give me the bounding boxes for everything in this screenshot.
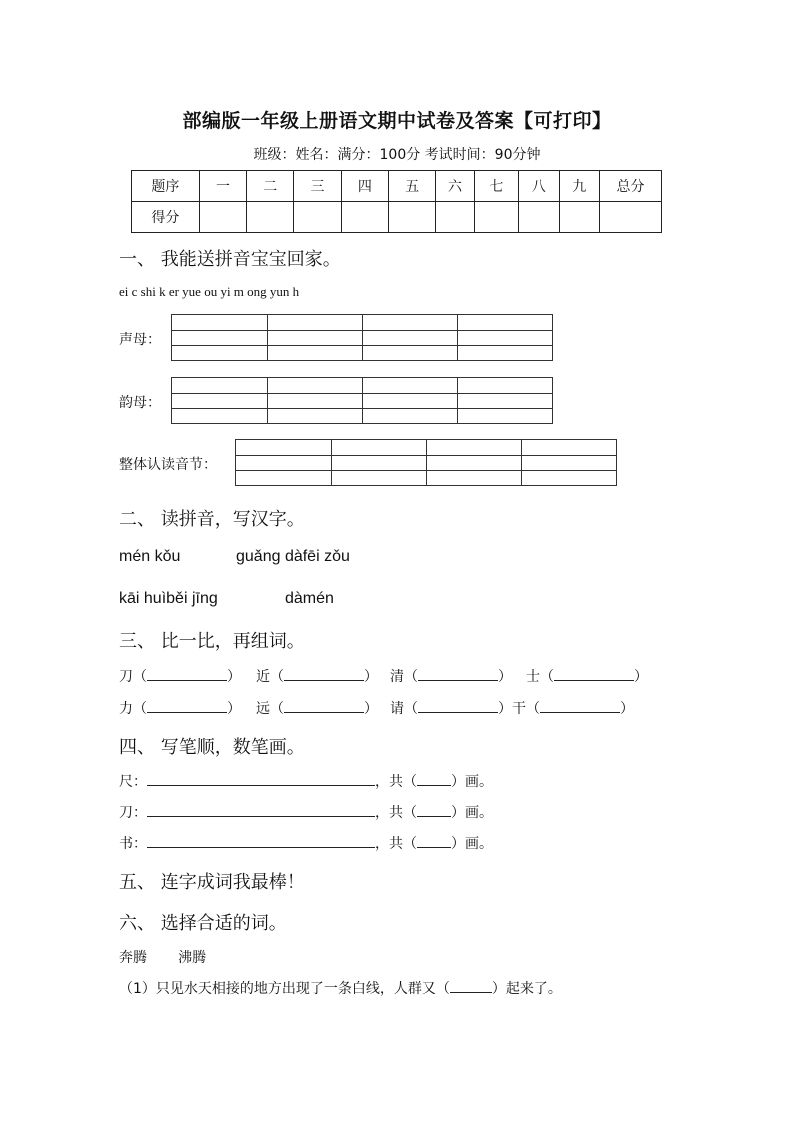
word-group-row [390,666,512,686]
stroke-order-row [119,771,493,791]
word-options: 奔腾 沸腾 [119,950,207,966]
score-input-cell[interactable] [436,202,474,233]
stroke-order-blank[interactable] [147,802,375,817]
score-header-cell: 二 [247,171,294,202]
answer-blank[interactable] [284,698,364,713]
score-header-cell: 总分 [599,171,661,202]
stroke-order-blank[interactable] [147,833,375,848]
answer-blank[interactable] [284,666,364,681]
score-input-cell[interactable] [341,202,388,233]
word-char: 刀（ [119,669,147,685]
word-group-row [119,698,241,718]
zhengti-writing-grid[interactable] [235,439,617,486]
word-close: ） [364,701,378,717]
yunmu-writing-grid[interactable] [171,377,553,424]
word-close: ） [498,669,512,685]
score-header-cell: 一 [199,171,246,202]
section-3-heading: 三、 比一比，再组词。 [119,631,305,652]
question-1 [119,978,562,998]
section-1-heading: 一、 我能送拼音宝宝回家。 [119,249,341,270]
section-4-heading: 四、 写笔顺，数笔画。 [119,737,305,758]
question-1-text: （1）只见水天相接的地方出现了一条白线，人群又（ [119,981,450,997]
score-input-cell[interactable] [474,202,518,233]
answer-blank[interactable] [147,666,227,681]
word-char: 近（ [256,669,284,685]
score-input-cell[interactable] [199,202,246,233]
score-input-cell[interactable] [388,202,435,233]
word-char: 请（ [390,701,418,717]
stroke-count-prefix: ，共（ [375,774,417,790]
score-input-cell[interactable] [519,202,559,233]
stroke-order-blank[interactable] [147,771,375,786]
stroke-order-row [119,833,493,853]
word-char: 远（ [256,701,284,717]
word-char: 士（ [526,669,554,685]
answer-blank[interactable] [147,698,227,713]
stroke-count-suffix: ）画。 [451,836,493,852]
word-char: 清（ [390,669,418,685]
stroke-count-blank[interactable] [417,833,451,848]
stroke-count-suffix: ）画。 [451,805,493,821]
stroke-char: 尺： [119,774,147,790]
stroke-count-prefix: ，共（ [375,805,417,821]
score-header-cell: 七 [474,171,518,202]
pinyin-item: kāi huìběi jīng [119,590,218,607]
answer-blank[interactable] [554,666,634,681]
stroke-char: 书： [119,836,147,852]
answer-blank[interactable] [418,666,498,681]
score-header-cell: 八 [519,171,559,202]
syllable-list: ei c shi k er yue ou yi m ong yun h [119,284,300,299]
word-group-row [512,698,634,718]
word-group-row [256,698,378,718]
word-close: ） [227,701,241,717]
zhengti-label: 整体认读音节： [119,457,217,473]
pinyin-item: guǎng dàfēi zǒu [236,548,350,565]
stroke-order-row [119,802,493,822]
score-row-label: 得分 [132,202,200,233]
exam-info: 班级：姓名：满分：100分 考试时间：90分钟 [253,147,541,163]
stroke-count-prefix: ，共（ [375,836,417,852]
shengmu-label: 声母： [119,332,161,348]
section-5-heading: 五、 连字成词我最棒！ [119,872,305,893]
score-header-cell: 九 [559,171,599,202]
stroke-count-blank[interactable] [417,771,451,786]
word-char: 干（ [512,701,540,717]
word-close: ） [498,701,512,717]
answer-blank[interactable] [540,698,620,713]
score-input-cell[interactable] [294,202,341,233]
score-table-header-row [132,171,662,202]
word-char: 力（ [119,701,147,717]
pinyin-item: dàmén [285,590,334,607]
word-group-row [390,698,512,718]
word-close: ） [364,669,378,685]
word-group-row [526,666,648,686]
score-header-cell: 四 [341,171,388,202]
stroke-count-suffix: ）画。 [451,774,493,790]
stroke-count-blank[interactable] [417,802,451,817]
score-table [131,170,662,233]
answer-blank[interactable] [450,978,492,993]
word-group-row [256,666,378,686]
score-header-cell: 六 [436,171,474,202]
section-2-heading: 二、 读拼音，写汉字。 [119,509,305,530]
answer-blank[interactable] [418,698,498,713]
score-input-cell[interactable] [559,202,599,233]
word-close: ） [634,669,648,685]
score-input-cell[interactable] [599,202,661,233]
score-header-cell: 三 [294,171,341,202]
page-title: 部编版一年级上册语文期中试卷及答案【可打印】 [182,110,612,132]
score-header-cell: 题序 [132,171,200,202]
section-6-heading: 六、 选择合适的词。 [119,913,287,934]
pinyin-item: mén kǒu [119,548,181,565]
word-close: ） [227,669,241,685]
score-header-cell: 五 [388,171,435,202]
word-group-row [119,666,241,686]
yunmu-label: 韵母： [119,395,161,411]
score-table-score-row [132,202,662,233]
question-1-end: ）起来了。 [491,981,562,997]
shengmu-writing-grid[interactable] [171,314,553,361]
stroke-char: 刀： [119,805,147,821]
word-close: ） [620,701,634,717]
score-input-cell[interactable] [247,202,294,233]
